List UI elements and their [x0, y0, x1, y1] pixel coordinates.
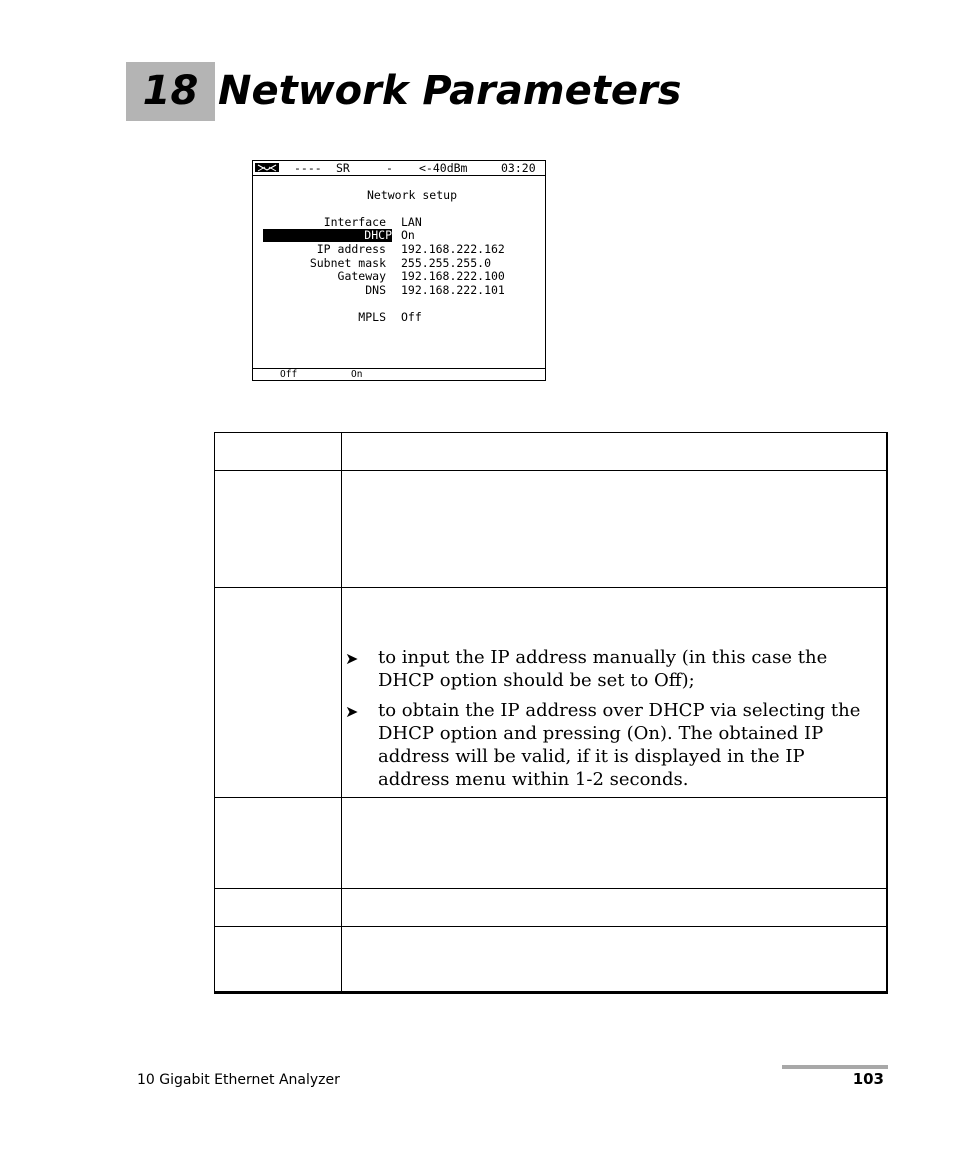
status-bar — [253, 161, 545, 176]
table-row — [215, 889, 886, 927]
setting-dhcp[interactable] — [253, 229, 545, 242]
status-mode: SR — [336, 161, 350, 175]
setting-value: LAN — [401, 215, 422, 229]
parameter-table — [214, 432, 888, 994]
setting-value: 255.255.255.0 — [401, 256, 492, 270]
table-row — [215, 588, 886, 798]
setting-dns[interactable] — [253, 284, 545, 297]
table-cell — [342, 927, 886, 991]
status-time: 03:20 — [501, 161, 536, 175]
setting-label: DNS — [365, 283, 386, 297]
chapter-title: Network Parameters — [218, 68, 682, 114]
list-item — [342, 699, 878, 791]
arrow-bullet-icon: ➤ — [345, 702, 359, 721]
setting-label: MPLS — [358, 310, 386, 324]
table-cell — [342, 798, 886, 888]
setting-value: Off — [401, 310, 422, 324]
table-cell — [342, 588, 886, 797]
table-cell — [215, 588, 342, 797]
setting-label: IP address — [316, 242, 386, 256]
setting-gateway[interactable] — [253, 270, 545, 283]
table-row — [215, 433, 886, 471]
table-row — [215, 798, 886, 889]
list-item-text: to obtain the IP address over DHCP via selecting the DHCP option and pressing (On). The obtained IP address will be valid, if it is displayed in the IP address menu within 1-2 seconds. — [378, 700, 861, 790]
table-cell — [342, 889, 886, 926]
envelope-icon — [255, 163, 279, 172]
device-screen — [252, 160, 546, 381]
setting-label: Subnet mask — [309, 256, 386, 270]
softkey-bar — [253, 368, 545, 380]
table-cell — [215, 798, 342, 888]
status-field-3: - — [386, 161, 393, 175]
table-cell — [215, 927, 342, 991]
list-item-text: to input the IP address manually (in this case the DHCP option should be set to Off); — [378, 647, 828, 691]
setting-value: On — [401, 228, 415, 242]
list-item — [342, 646, 878, 692]
page-number: 103 — [852, 1070, 884, 1088]
table-cell — [342, 471, 886, 587]
table-row — [215, 927, 886, 991]
table-cell — [215, 433, 342, 470]
softkey-on[interactable]: On — [351, 369, 363, 380]
footer-product-name: 10 Gigabit Ethernet Analyzer — [137, 1072, 340, 1088]
arrow-bullet-icon: ➤ — [345, 649, 359, 668]
table-cell — [215, 889, 342, 926]
table-cell — [342, 433, 886, 470]
bullet-list — [342, 646, 878, 798]
setting-label: Gateway — [337, 269, 386, 283]
status-field-1: ---- — [294, 161, 322, 175]
setting-mpls[interactable] — [253, 311, 545, 324]
setting-ip-address[interactable] — [253, 243, 545, 256]
table-row — [215, 471, 886, 588]
setting-label: DHCP — [263, 229, 392, 242]
setting-interface[interactable] — [253, 216, 545, 229]
chapter-number: 18 — [126, 62, 215, 121]
status-power-level: <-40dBm — [419, 161, 468, 175]
setting-value: 192.168.222.162 — [401, 242, 505, 256]
setting-value: 192.168.222.101 — [401, 283, 505, 297]
table-cell — [215, 471, 342, 587]
setting-value: 192.168.222.100 — [401, 269, 505, 283]
setting-label: Interface — [323, 215, 386, 229]
softkey-off[interactable]: Off — [280, 369, 298, 380]
screen-title: Network setup — [366, 188, 457, 202]
